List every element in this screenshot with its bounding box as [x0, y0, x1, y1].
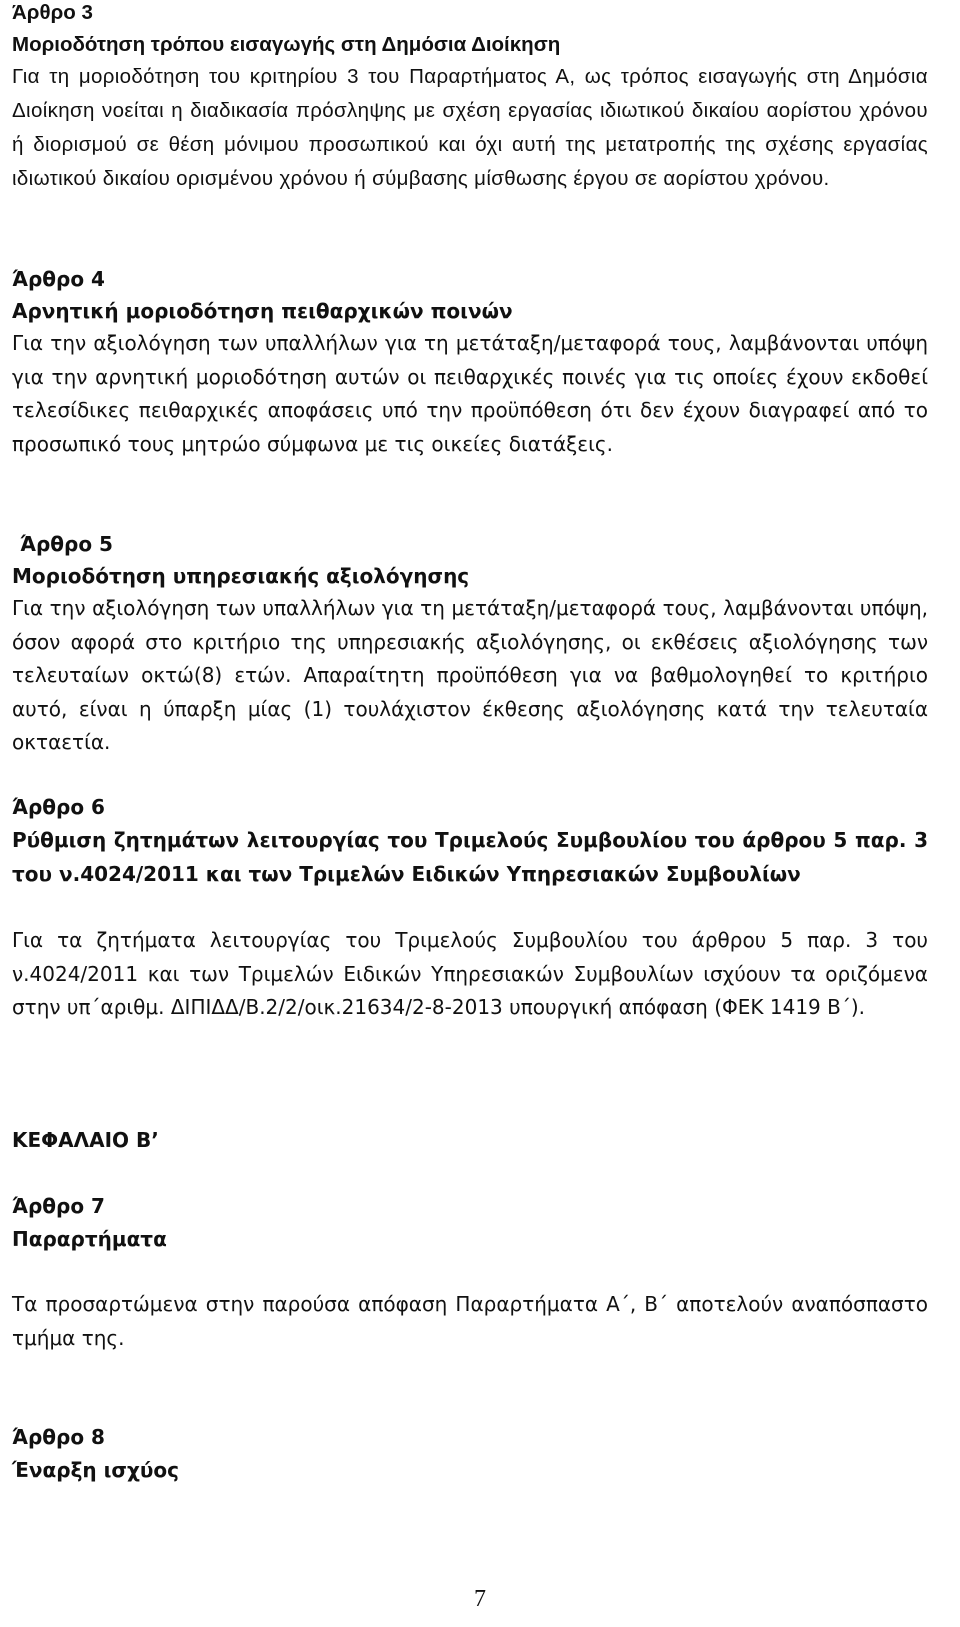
article-4-number: Άρθρο 4 — [12, 267, 105, 291]
article-5-title: Μοριοδότηση υπηρεσιακής αξιολόγησης — [12, 564, 470, 588]
article-8-number: Άρθρο 8 — [12, 1425, 105, 1449]
article-7-number: Άρθρο 7 — [12, 1194, 105, 1218]
article-5-number: Άρθρο 5 — [20, 532, 113, 556]
article-7-title: Παραρτήματα — [12, 1227, 167, 1251]
article-6-title: Ρύθμιση ζητημάτων λειτουργίας του Τριμελούς Συμβουλίου του άρθρου 5 παρ. 3 του ν.4024/2011 και των Τριμελών Ειδικών Υπηρεσιακών Συμβουλίων — [12, 828, 928, 886]
article-4-title: Αρνητική μοριοδότηση πειθαρχικών ποινών — [12, 299, 513, 323]
page-number: 7 — [474, 1586, 486, 1612]
article-6-text: Για τα ζητήματα λειτουργίας του Τριμελούς Συμβουλίου του άρθρου 5 παρ. 3 του ν.4024/2011 και των Τριμελών Ειδικών Υπηρεσιακών Συμβουλίων ισχύουν τα οριζόμενα στην υπ΄αριθμ. ΔΙΠΙΔΔ/Β.2/2/οικ.21634/2-8-2013 υπουργική απόφαση (ΦΕΚ 1419 Β΄). — [12, 928, 928, 1019]
article-6-number: Άρθρο 6 — [12, 795, 105, 819]
article-3-number: Άρθρο 3 — [12, 1, 93, 24]
article-5-text: Για την αξιολόγηση των υπαλλήλων για τη μετάταξη/μεταφορά τους, λαμβάνονται υπόψη, όσον αφορά στο κριτήριο της υπηρεσιακής αξιολόγησης, οι εκθέσεις αξιολόγησης των τελευταίων οκτώ(8) ετών. Απαραίτητη προϋπόθεση για να βαθμολογηθεί το κριτήριο αυτό, είναι η ύπαρξη μίας (1) τουλάχιστον έκθεσης αξιολόγησης κατά την τελευταία οκταετία. — [12, 596, 928, 754]
article-4-text: Για την αξιολόγηση των υπαλλήλων για τη μετάταξη/μεταφορά τους, λαμβάνονται υπόψη για την αρνητική μοριοδότηση αυτών οι πειθαρχικές ποινές για τις οποίες έχουν εκδοθεί τελεσίδικες πειθαρχικές αποφάσεις υπό την προϋπόθεση ότι δεν έχουν διαγραφεί από το προσωπικό τους μητρώο σύμφωνα με τις οικείες διατάξεις. — [12, 331, 928, 456]
article-8-title: Έναρξη ισχύος — [12, 1458, 179, 1482]
article-7-text: Τα προσαρτώμενα στην παρούσα απόφαση Παραρτήματα Α΄, Β΄ αποτελούν αναπόσπαστο τμήμα της. — [12, 1292, 928, 1350]
article-3-title: Μοριοδότηση τρόπου εισαγωγής στη Δημόσια Διοίκηση — [12, 33, 561, 56]
chapter-heading: ΚΕΦΑΛΑΙΟ Β’ — [12, 1128, 159, 1152]
article-3-text: Για τη μοριοδότηση του κριτηρίου 3 του Παραρτήματος Α, ως τρόπος εισαγωγής στη Δημόσια Διοίκηση νοείται η διαδικασία πρόσληψης με σχέση εργασίας ιδιωτικού δικαίου αορίστου χρόνου ή διορισμού σε θέση μόνιμου προσωπικού και όχι αυτή της μετατροπής της σχέσης εργασίας ιδιωτικού δικαίου ορισμένου χρόνου ή σύμβασης μίσθωσης έργου σε αορίστου χρόνου. — [12, 65, 928, 190]
